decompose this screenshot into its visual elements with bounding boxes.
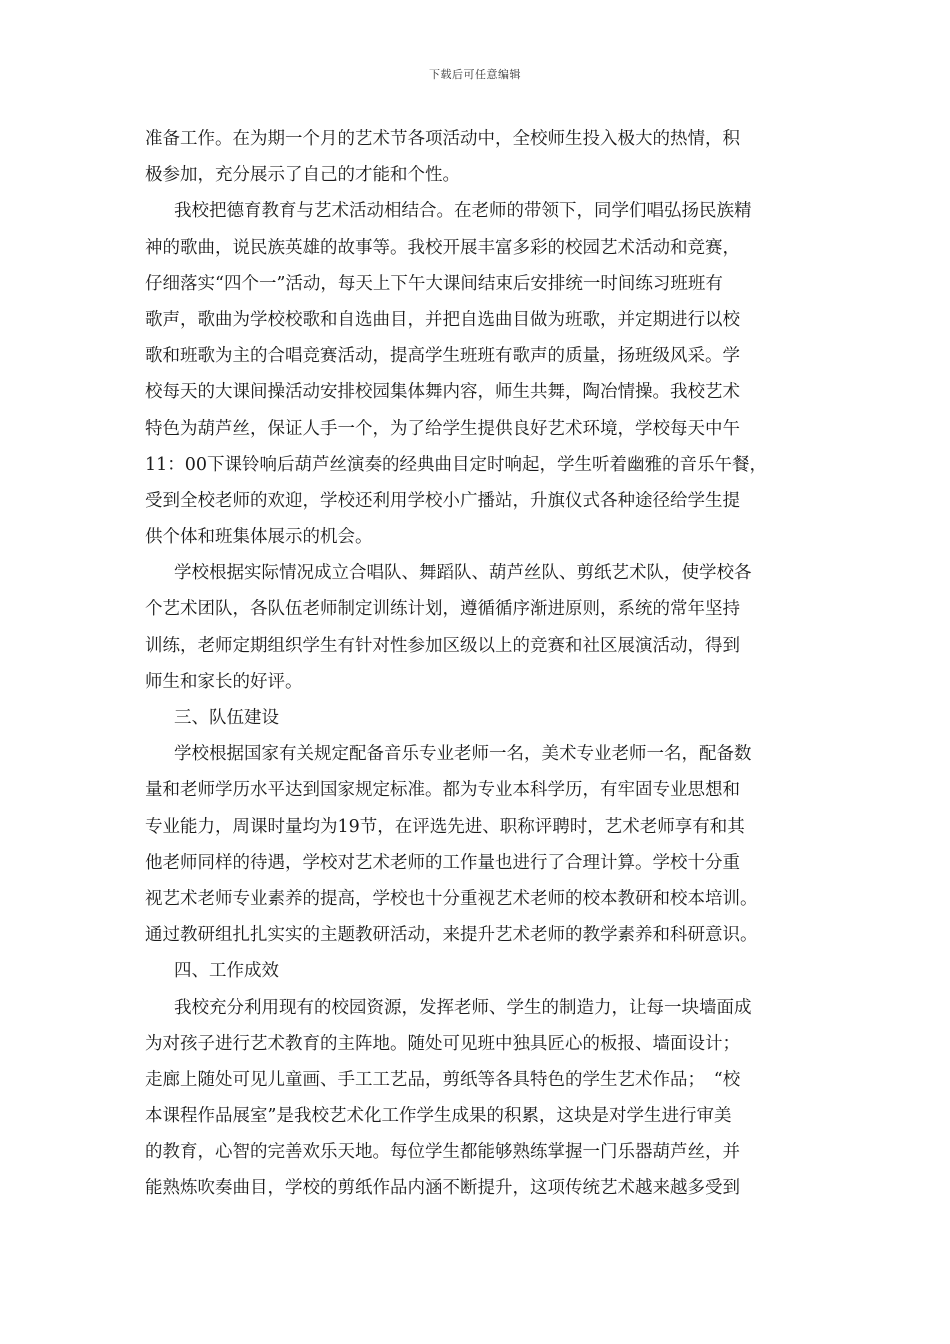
text-line: 学校根据国家有关规定配备音乐专业老师一名，美术专业老师一名，配备数 bbox=[174, 744, 752, 765]
text-line: 师生和家长的好评。 bbox=[145, 671, 303, 692]
text-line: 受到全校老师的欢迎，学校还利用学校小广播站，升旗仪式各种途径给学生提 bbox=[145, 490, 740, 511]
text-line: 我校把德育教育与艺术活动相结合。在老师的带领下，同学们唱弘扬民族精 bbox=[174, 201, 752, 222]
text-line: 视艺术老师专业素养的提高，学校也十分重视艺术老师的校本教研和校本培训。 bbox=[145, 888, 758, 909]
text-line: 学校根据实际情况成立合唱队、舞蹈队、葫芦丝队、剪纸艺术队，使学校各 bbox=[174, 563, 752, 584]
text-line: 通过教研组扎扎实实的主题教研活动，来提升艺术老师的教学素养和科研意识。 bbox=[145, 925, 758, 946]
document-body bbox=[145, 121, 810, 1207]
text-line: 能熟炼吹奏曲目，学校的剪纸作品内涵不断提升，这项传统艺术越来越多受到 bbox=[145, 1178, 740, 1199]
text-line: 极参加，充分展示了自己的才能和个性。 bbox=[145, 165, 460, 186]
text-line: 训练，老师定期组织学生有针对性参加区级以上的竞赛和社区展演活动，得到 bbox=[145, 635, 740, 656]
text-line: 歌和班歌为主的合唱竞赛活动，提高学生班班有歌声的质量，扬班级风采。学 bbox=[145, 346, 740, 367]
text-line: 11：00下课铃响后葫芦丝演奏的经典曲目定时响起，学生听着幽雅的音乐午餐， bbox=[145, 454, 768, 475]
text-line: 的教育，心智的完善欢乐天地。每位学生都能够熟练掌握一门乐器葫芦丝，并 bbox=[145, 1142, 740, 1163]
text-line: 四、工作成效 bbox=[174, 961, 279, 982]
text-line: 特色为葫芦丝，保证人手一个，为了给学生提供良好艺术环境，学校每天中午 bbox=[145, 418, 740, 439]
page-header: 下载后可任意编辑 bbox=[429, 68, 521, 81]
text-line: 供个体和班集体展示的机会。 bbox=[145, 527, 373, 548]
text-line: 本课程作品展室”是我校艺术化工作学生成果的积累，这块是对学生进行审美 bbox=[145, 1106, 732, 1127]
text-line: 专业能力，周课时量均为19节，在评选先进、职称评聘时，艺术老师享有和其 bbox=[145, 816, 745, 837]
text-line: 校每天的大课间操活动安排校园集体舞内容，师生共舞，陶冶情操。我校艺术 bbox=[145, 382, 740, 403]
text-line: 仔细落实“四个一”活动，每天上下午大课间结束后安排统一时间练习班班有 bbox=[145, 273, 723, 294]
text-line: 他老师同样的待遇，学校对艺术老师的工作量也进行了合理计算。学校十分重 bbox=[145, 852, 740, 873]
text-line: 准备工作。在为期一个月的艺术节各项活动中，全校师生投入极大的热情，积 bbox=[145, 129, 740, 149]
text-line: 我校充分利用现有的校园资源，发挥老师、学生的制造力，让每一块墙面成 bbox=[174, 997, 752, 1018]
text-line: 个艺术团队，各队伍老师制定训练计划，遵循循序渐进原则，系统的常年坚持 bbox=[145, 599, 740, 620]
text-line: 三、队伍建设 bbox=[174, 708, 279, 728]
text-line: 为对孩子进行艺术教育的主阵地。随处可见班中独具匠心的板报、墙面设计； bbox=[145, 1033, 740, 1054]
text-line: 走廊上随处可见儿童画、手工工艺品，剪纸等各具特色的学生艺术作品； “校 bbox=[145, 1069, 741, 1090]
text-line: 量和老师学历水平达到国家规定标准。都为专业本科学历，有牢固专业思想和 bbox=[145, 780, 740, 801]
text-line: 神的歌曲，说民族英雄的故事等。我校开展丰富多彩的校园艺术活动和竞赛， bbox=[145, 237, 740, 258]
text-line: 歌声，歌曲为学校校歌和自选曲目，并把自选曲目做为班歌，并定期进行以校 bbox=[145, 309, 740, 330]
